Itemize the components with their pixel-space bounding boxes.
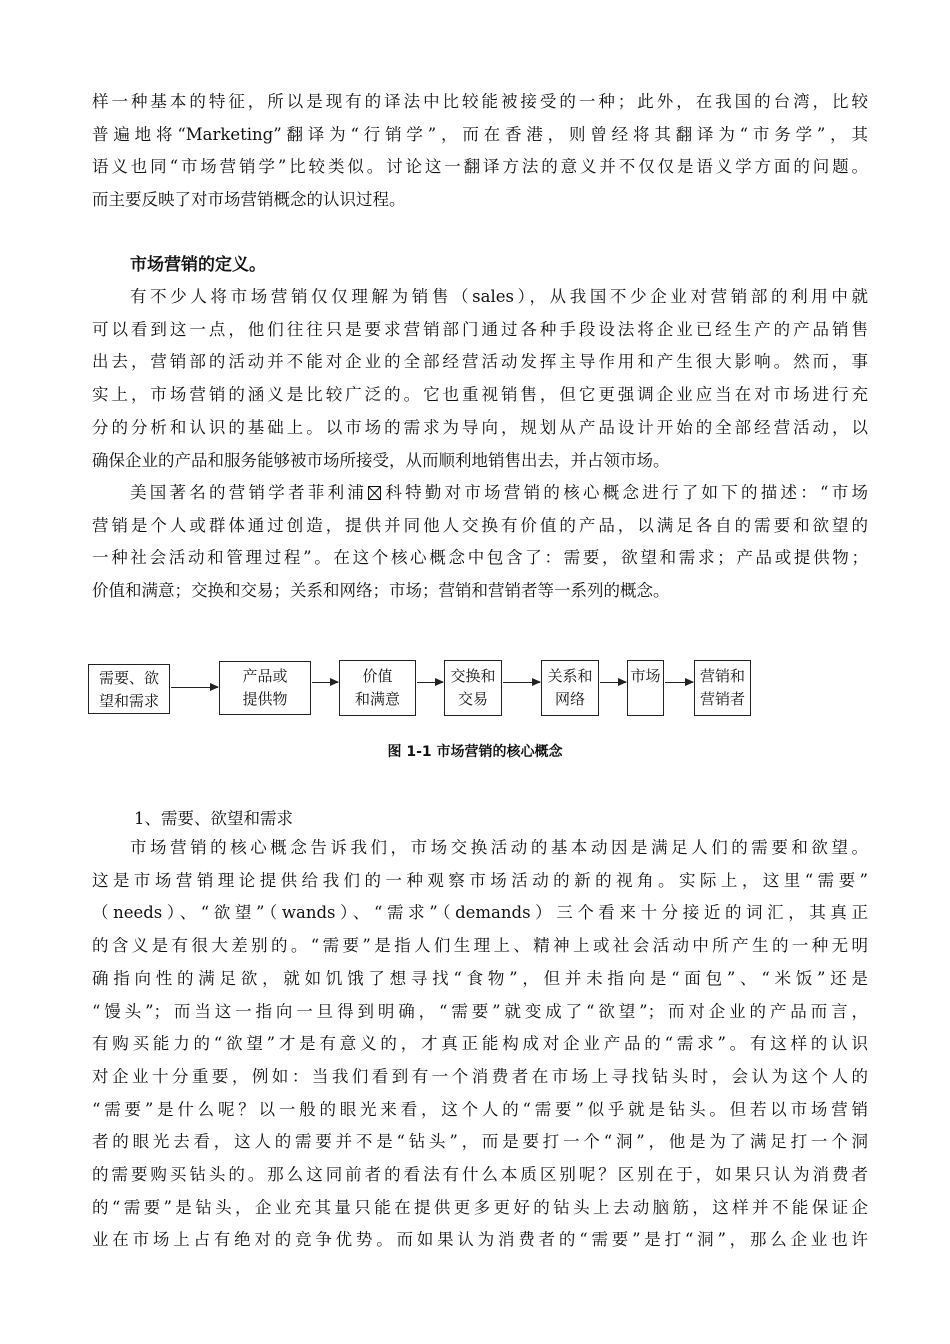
paragraph-line: （needs）、“欲望”（wands）、“需求”（demands）三个看来十分接近的词汇，其真正: [92, 903, 868, 923]
box-line: 市场: [630, 667, 661, 685]
intro-paragraph: [92, 86, 868, 217]
box-line: 提供物: [242, 690, 288, 708]
box-line: 需要、欲: [98, 669, 159, 687]
intro-line: 样一种基本的特征，所以是现有的译法中比较能被接受的一种；此外，在我国的台湾，比较: [92, 92, 868, 111]
box-line: 交换和: [450, 667, 496, 685]
paragraph-line-part: 科特勤对市场营销的核心概念进行了如下的描述：“市场: [382, 483, 869, 502]
diagram-box-needs: [88, 664, 170, 714]
paragraph-line: “需要”是什么呢？以一般的眼光来看，这个人的“需要”似乎就是钻头。但若以市场营销: [92, 1099, 868, 1119]
intro-line: 语义也同“市场营销学”比较类似。讨论这一翻译方法的意义并不仅仅是语义学方面的问题。: [92, 157, 868, 177]
diagram-box-exchange: [444, 660, 502, 716]
box-line: 关系和: [547, 667, 593, 685]
paragraph-line: 的需要购买钻头的。那么这同前者的看法有什么本质区别呢？区别在于，如果只认为消费者: [92, 1165, 868, 1185]
paragraph-line: 一种社会活动和管理过程”。在这个核心概念中包含了：需要，欲望和需求；产品或提供物；: [92, 548, 868, 568]
paragraph-line: 业在市场上占有绝对的竞争优势。而如果认为消费者的“需要”是打“洞”，那么企业也许: [92, 1230, 868, 1250]
figure-caption: 图 1-1 市场营销的核心概念: [387, 744, 563, 760]
paragraph-line: 市场营销的核心概念告诉我们，市场交换活动的基本动因是满足人们的需要和欲望。: [130, 838, 868, 857]
diagram-box-marketers: [694, 660, 751, 716]
paragraph-line: 实上，市场营销的涵义是比较广泛的。它也重视销售，但它更强调企业应当在对市场进行充: [92, 385, 868, 405]
definition-heading: 市场营销的定义。: [130, 255, 266, 275]
diagram-box-products: [219, 661, 311, 715]
paragraph-line: 价值和满意；交换和交易；关系和网络；市场；营销和营销者等一系列的概念。: [92, 581, 670, 601]
paragraph-line: 对企业十分重要，例如：当我们看到有一个消费者在市场上寻找钻头时，会认为这个人的: [92, 1066, 868, 1086]
arrow-icon: [417, 682, 443, 683]
diagram-box-market: [627, 660, 664, 716]
intro-line: 普遍地将“Marketing”翻译为“行销学”，而在香港，则曾经将其翻译为“市务学”，其: [92, 124, 868, 144]
paragraph-line: 可以看到这一点，他们往往只是要求营销部门通过各种手段设法将企业已经生产的产品销售: [92, 319, 868, 339]
box-line: 价值: [362, 667, 393, 685]
paragraph-line: 有不少人将市场营销仅仅理解为销售（sales），从我国不少企业对营销部的利用中就: [130, 287, 868, 306]
box-line: 产品或: [242, 667, 288, 685]
box-line: 营销和: [699, 667, 745, 685]
diagram-box-value: [339, 660, 416, 716]
paragraph-line: 营销是个人或群体通过创造，提供并同他人交换有价值的产品，以满足各自的需要和欲望的: [92, 515, 868, 535]
paragraph-line: 出去，营销部的活动并不能对企业的全部经营活动发挥主导作用和产生很大影响。然而，事: [92, 352, 868, 372]
definition-paragraph-2: [92, 477, 868, 608]
diagram-box-relationships: [541, 660, 599, 716]
paragraph-line: 分的分析和认识的基础上。以市场的需求为导向，规划从产品设计开始的全部经营活动，以: [92, 417, 868, 437]
paragraph-line: “馒头”；而当这一指向一旦得到明确，“需要”就变成了“欲望”；而对企业的产品而言，: [92, 1001, 868, 1021]
paragraph-line: 有购买能力的“欲望”才是有意义的，才真正能构成对企业产品的“需求”。有这样的认识: [92, 1034, 868, 1054]
paragraph-line: 确指向性的满足欲，就如饥饿了想寻找“食物”，但并未指向是“面包”、“米饭”还是: [92, 968, 868, 988]
box-line: 望和需求: [98, 692, 159, 710]
section-title: 1、需要、欲望和需求: [134, 809, 293, 828]
paragraph-line: 的含义是有很大差别的。“需要”是指人们生理上、精神上或社会活动中所产生的一种无明: [92, 936, 868, 956]
paragraph-line: 这是市场营销理论提供给我们的一种观察市场活动的新的视角。实际上，这里“需要”: [92, 870, 868, 890]
box-line: 网络: [554, 690, 585, 708]
arrow-icon: [171, 687, 218, 688]
intro-line: 而主要反映了对市场营销概念的认识过程。: [92, 190, 406, 210]
arrow-icon: [312, 682, 338, 683]
paragraph-line: [92, 477, 868, 510]
section-1-paragraph: [92, 832, 868, 1257]
paragraph-line: 者的眼光去看，这人的需要并不是“钻头”，而是要打一个“洞”，他是为了满足打一个洞: [92, 1132, 868, 1152]
paragraph-line: 确保企业的产品和服务能够被市场所接受，从而顺利地销售出去，并占领市场。: [92, 450, 670, 470]
box-line: 营销者: [699, 690, 745, 708]
arrow-icon: [665, 682, 693, 683]
core-concept-diagram: [88, 658, 868, 720]
paragraph-line: 的“需要”是钻头，企业充其量只能在提供更多更好的钻头上去动脑筋，这样并不能保证企: [92, 1197, 868, 1217]
box-line: 和满意: [354, 690, 400, 708]
arrow-icon: [600, 682, 626, 683]
missing-glyph-icon: [368, 486, 381, 500]
arrow-icon: [503, 682, 540, 683]
paragraph-line-part: 美国著名的营销学者菲利浦: [130, 483, 368, 502]
box-line: 交易: [457, 690, 488, 708]
definition-paragraph-1: [92, 281, 868, 477]
